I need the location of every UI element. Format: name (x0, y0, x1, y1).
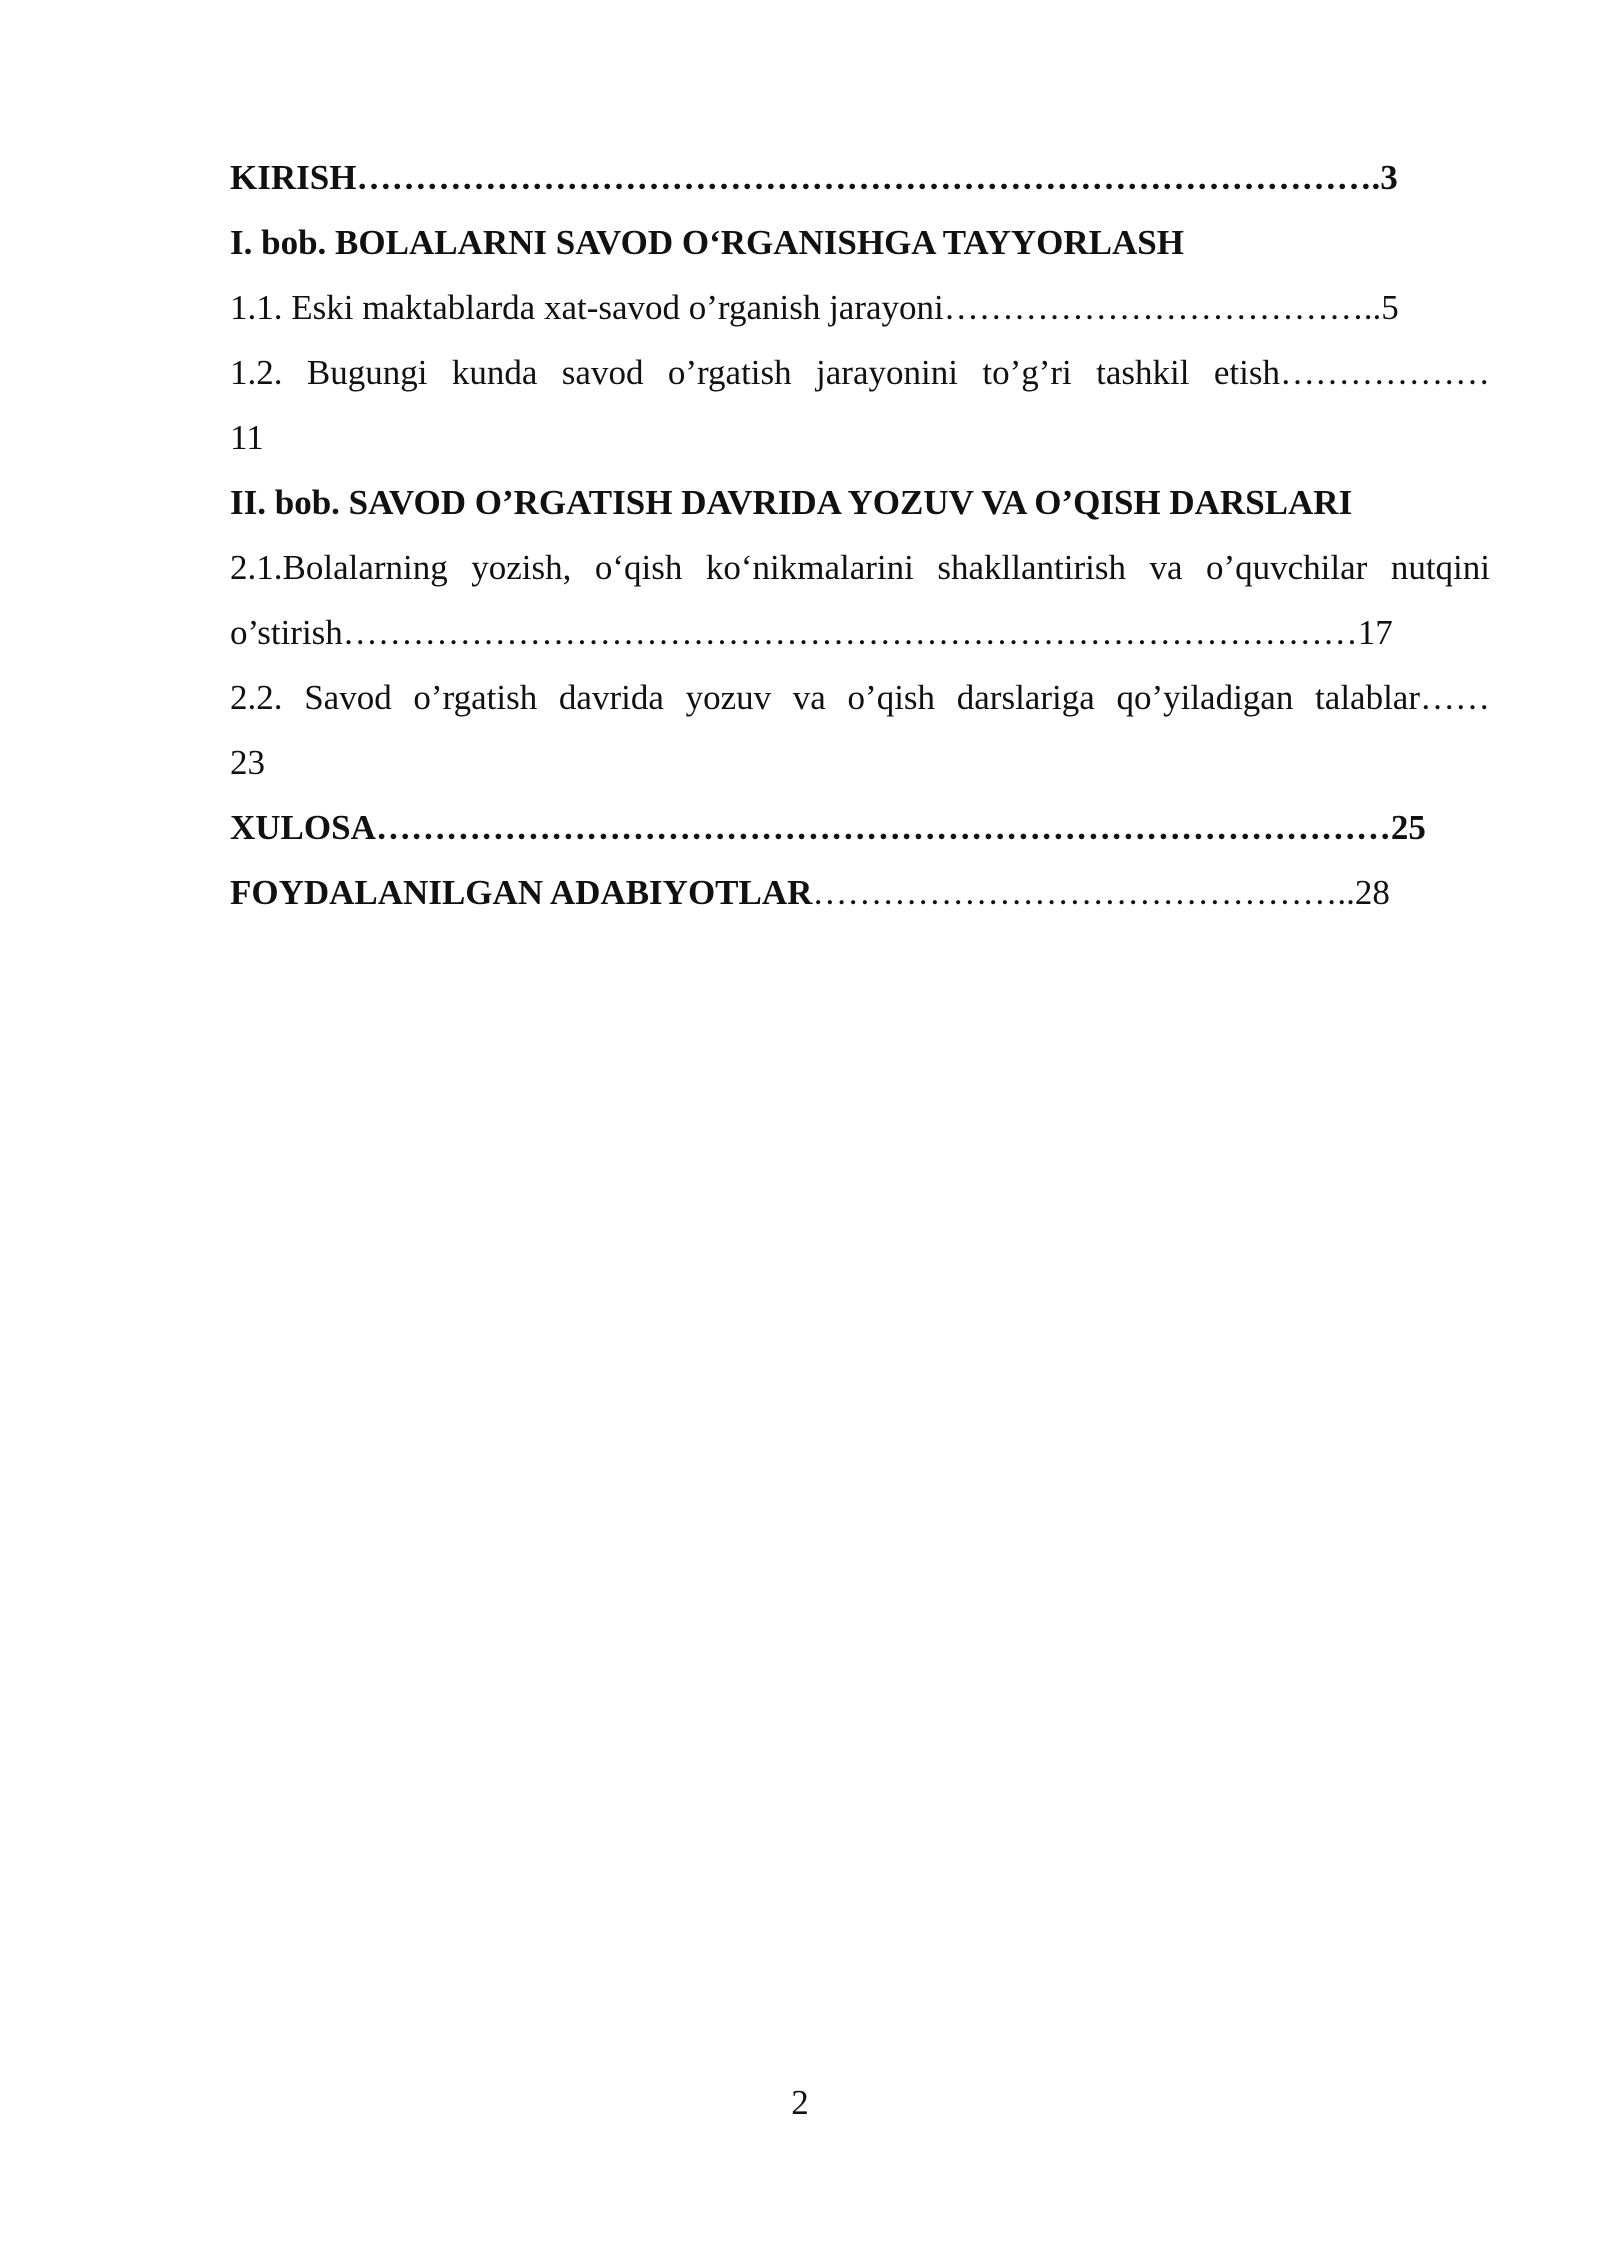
toc-entry-title: 1.2. Bugungi kunda savod o’rgatish jarayonini to’g’ri tashkil etish (230, 353, 1280, 392)
toc-entry-1-2 (230, 340, 1490, 405)
toc-chapter-title: I. bob. BOLALARNI SAVOD O‘RGANISHGA TAYYORLASH (230, 223, 1184, 262)
toc-page-number: 11 (230, 418, 264, 457)
toc-leader-dots: ……………… (1280, 353, 1490, 392)
toc-page-number: 28 (1354, 873, 1390, 912)
toc-page-number: 17 (1357, 613, 1393, 652)
toc-page-number: 3 (1380, 158, 1398, 197)
toc-entry-2-1 (230, 535, 1490, 600)
toc-entry-2-2-page-line (230, 730, 1490, 795)
toc-leader-dots: …… (1420, 678, 1490, 717)
toc-chapter-1 (230, 210, 1490, 275)
toc-entry-2-2 (230, 665, 1490, 730)
toc-leader-dots: ……………………………….. (943, 288, 1382, 327)
table-of-contents (230, 145, 1490, 925)
toc-entry-title: 2.1.Bolalarning yozish, o‘qish ko‘nikmalarini shakllantirish va o’quvchilar nutqini (230, 548, 1490, 587)
toc-leader-dots: ……………………………………………………………………………. (356, 158, 1381, 197)
toc-entry-xulosa (230, 795, 1490, 860)
toc-entry-2-1-continued (230, 600, 1490, 665)
toc-entry-title: FOYDALANILGAN ADABIYOTLAR (230, 873, 813, 912)
toc-leader-dots: ……………………………………….. (812, 873, 1355, 912)
page-number: 2 (791, 2083, 809, 2122)
toc-chapter-title: II. bob. SAVOD O’RGATISH DAVRIDA YOZUV VA O’QISH DARSLARI (230, 483, 1353, 522)
toc-entry-1-1 (230, 275, 1490, 340)
toc-page-number: 23 (230, 743, 265, 782)
toc-entry-title: XULOSA (230, 808, 376, 847)
toc-leader-dots: …………………………………………………………………………… (342, 613, 1358, 652)
toc-entry-adabiyotlar (230, 860, 1490, 925)
toc-entry-title: 2.2. Savod o’rgatish davrida yozuv va o’qish darslariga qo’yiladigan talablar (230, 678, 1420, 717)
toc-entry-title: KIRISH (230, 158, 357, 197)
toc-chapter-2 (230, 470, 1490, 535)
toc-entry-1-2-page-line (230, 405, 1490, 470)
toc-entry-kirish (230, 145, 1490, 210)
toc-entry-title-continued: o’stirish (230, 613, 343, 652)
toc-entry-title: 1.1. Eski maktablarda xat-savod o’rganish jarayoni (230, 288, 944, 327)
toc-leader-dots: …………………………………………………………………………… (375, 808, 1391, 847)
toc-page-number: 25 (1390, 808, 1426, 847)
toc-page-number: 5 (1381, 288, 1399, 327)
